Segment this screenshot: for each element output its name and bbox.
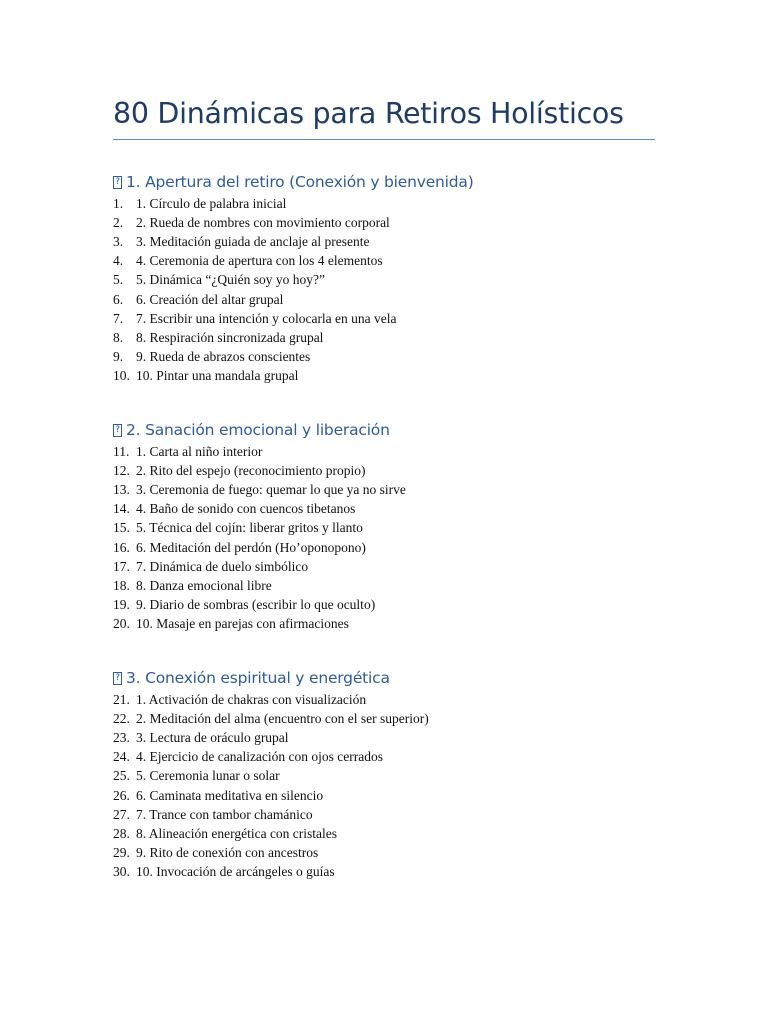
list-number: 30. [113, 864, 130, 880]
list-item [113, 596, 673, 615]
section-apertura [113, 170, 673, 386]
list-item [113, 309, 673, 328]
list-item-text: 8. Respiración sincronizada grupal [136, 329, 324, 345]
list-number: 26. [113, 787, 130, 803]
section-conexion [113, 666, 673, 882]
list-item-text: 10. Masaje en parejas con afirmaciones [136, 616, 349, 632]
list-item-text: 7. Trance con tambor chamánico [136, 806, 313, 822]
list-item-text: 3. Lectura de oráculo grupal [136, 729, 289, 745]
title-underline [113, 139, 655, 140]
list-item-text: 6. Creación del altar grupal [136, 291, 284, 307]
list-item-text: 9. Rito de conexión con ancestros [136, 845, 319, 861]
list-item-text: 8. Alineación energética con cristales [136, 825, 338, 841]
list-number: 14. [113, 501, 130, 517]
page-title: 80 Dinámicas para Retiros Holísticos [113, 97, 624, 130]
list-number: 24. [113, 749, 130, 765]
list-number: 22. [113, 710, 130, 726]
list-item-text: 7. Dinámica de duelo simbólico [136, 558, 309, 574]
list-number: 21. [113, 691, 130, 707]
section-heading-text: 2. Sanación emocional y liberación [126, 421, 390, 439]
list-item [113, 709, 673, 728]
list-item [113, 271, 673, 290]
list-item-text: 5. Dinámica “¿Quién soy yo hoy?” [136, 272, 325, 288]
list-item-text: 2. Rito del espejo (reconocimiento propio) [136, 462, 366, 478]
list-item [113, 367, 673, 386]
list-item [113, 519, 673, 538]
activity-list [113, 690, 673, 882]
section-heading-text: 3. Conexión espiritual y energética [126, 669, 390, 687]
list-number: 1. [113, 195, 124, 211]
list-item [113, 232, 673, 251]
list-number: 29. [113, 845, 130, 861]
list-item-text: 9. Diario de sombras (escribir lo que oculto) [136, 597, 376, 613]
list-number: 23. [113, 729, 130, 745]
list-item [113, 824, 673, 843]
list-number: 27. [113, 806, 130, 822]
list-item [113, 576, 673, 595]
list-item-text: 1. Carta al niño interior [136, 443, 263, 459]
missing-glyph-icon [113, 672, 122, 685]
section-heading-text: 1. Apertura del retiro (Conexión y bienvenida) [126, 173, 474, 191]
list-item-text: 6. Meditación del perdón (Ho’oponopono) [136, 539, 366, 555]
list-item [113, 194, 673, 213]
list-item [113, 615, 673, 634]
list-item [113, 480, 673, 499]
list-item [113, 290, 673, 309]
section-heading [113, 666, 673, 690]
list-item-text: 6. Caminata meditativa en silencio [136, 787, 324, 803]
list-item-text: 2. Rueda de nombres con movimiento corporal [136, 214, 390, 230]
list-number: 16. [113, 539, 130, 555]
list-item [113, 690, 673, 709]
list-number: 25. [113, 768, 130, 784]
list-item-text: 2. Meditación del alma (encuentro con el ser superior) [136, 710, 429, 726]
missing-glyph-icon [113, 176, 122, 189]
list-item [113, 500, 673, 519]
list-item [113, 538, 673, 557]
list-item [113, 328, 673, 347]
list-number: 17. [113, 558, 130, 574]
list-number: 4. [113, 253, 124, 269]
list-number: 9. [113, 349, 124, 365]
list-item-text: 4. Baño de sonido con cuencos tibetanos [136, 501, 356, 517]
list-number: 2. [113, 214, 124, 230]
list-number: 10. [113, 368, 130, 384]
activity-list [113, 442, 673, 634]
list-item [113, 461, 673, 480]
section-heading [113, 418, 673, 442]
list-number: 7. [113, 310, 124, 326]
section-sanacion [113, 418, 673, 634]
list-number: 13. [113, 481, 130, 497]
list-item [113, 557, 673, 576]
list-number: 19. [113, 597, 130, 613]
list-item-text: 3. Meditación guiada de anclaje al presente [136, 233, 370, 249]
activity-list [113, 194, 673, 386]
list-item [113, 728, 673, 747]
list-number: 8. [113, 329, 124, 345]
list-item-text: 10. Pintar una mandala grupal [136, 368, 299, 384]
list-number: 28. [113, 825, 130, 841]
list-item [113, 767, 673, 786]
list-number: 20. [113, 616, 130, 632]
list-item-text: 3. Ceremonia de fuego: quemar lo que ya no sirve [136, 481, 406, 497]
list-number: 18. [113, 577, 130, 593]
list-number: 11. [113, 443, 130, 459]
list-item-text: 5. Ceremonia lunar o solar [136, 768, 280, 784]
list-item [113, 252, 673, 271]
list-item [113, 348, 673, 367]
list-number: 3. [113, 233, 124, 249]
list-number: 12. [113, 462, 130, 478]
list-item [113, 863, 673, 882]
list-item [113, 844, 673, 863]
section-heading [113, 170, 673, 194]
list-number: 15. [113, 520, 130, 536]
list-item [113, 805, 673, 824]
list-item-text: 9. Rueda de abrazos conscientes [136, 349, 311, 365]
list-item-text: 7. Escribir una intención y colocarla en una vela [136, 310, 397, 326]
list-item-text: 4. Ceremonia de apertura con los 4 elementos [136, 253, 383, 269]
list-item [113, 748, 673, 767]
list-item-text: 5. Técnica del cojín: liberar gritos y llanto [136, 520, 363, 536]
list-item-text: 1. Activación de chakras con visualización [136, 691, 367, 707]
list-item [113, 442, 673, 461]
list-number: 6. [113, 291, 124, 307]
missing-glyph-icon [113, 424, 122, 437]
list-item-text: 1. Círculo de palabra inicial [136, 195, 287, 211]
list-item-text: 4. Ejercicio de canalización con ojos cerrados [136, 749, 384, 765]
list-item [113, 786, 673, 805]
list-item-text: 8. Danza emocional libre [136, 577, 272, 593]
list-number: 5. [113, 272, 124, 288]
list-item [113, 213, 673, 232]
list-item-text: 10. Invocación de arcángeles o guías [136, 864, 335, 880]
